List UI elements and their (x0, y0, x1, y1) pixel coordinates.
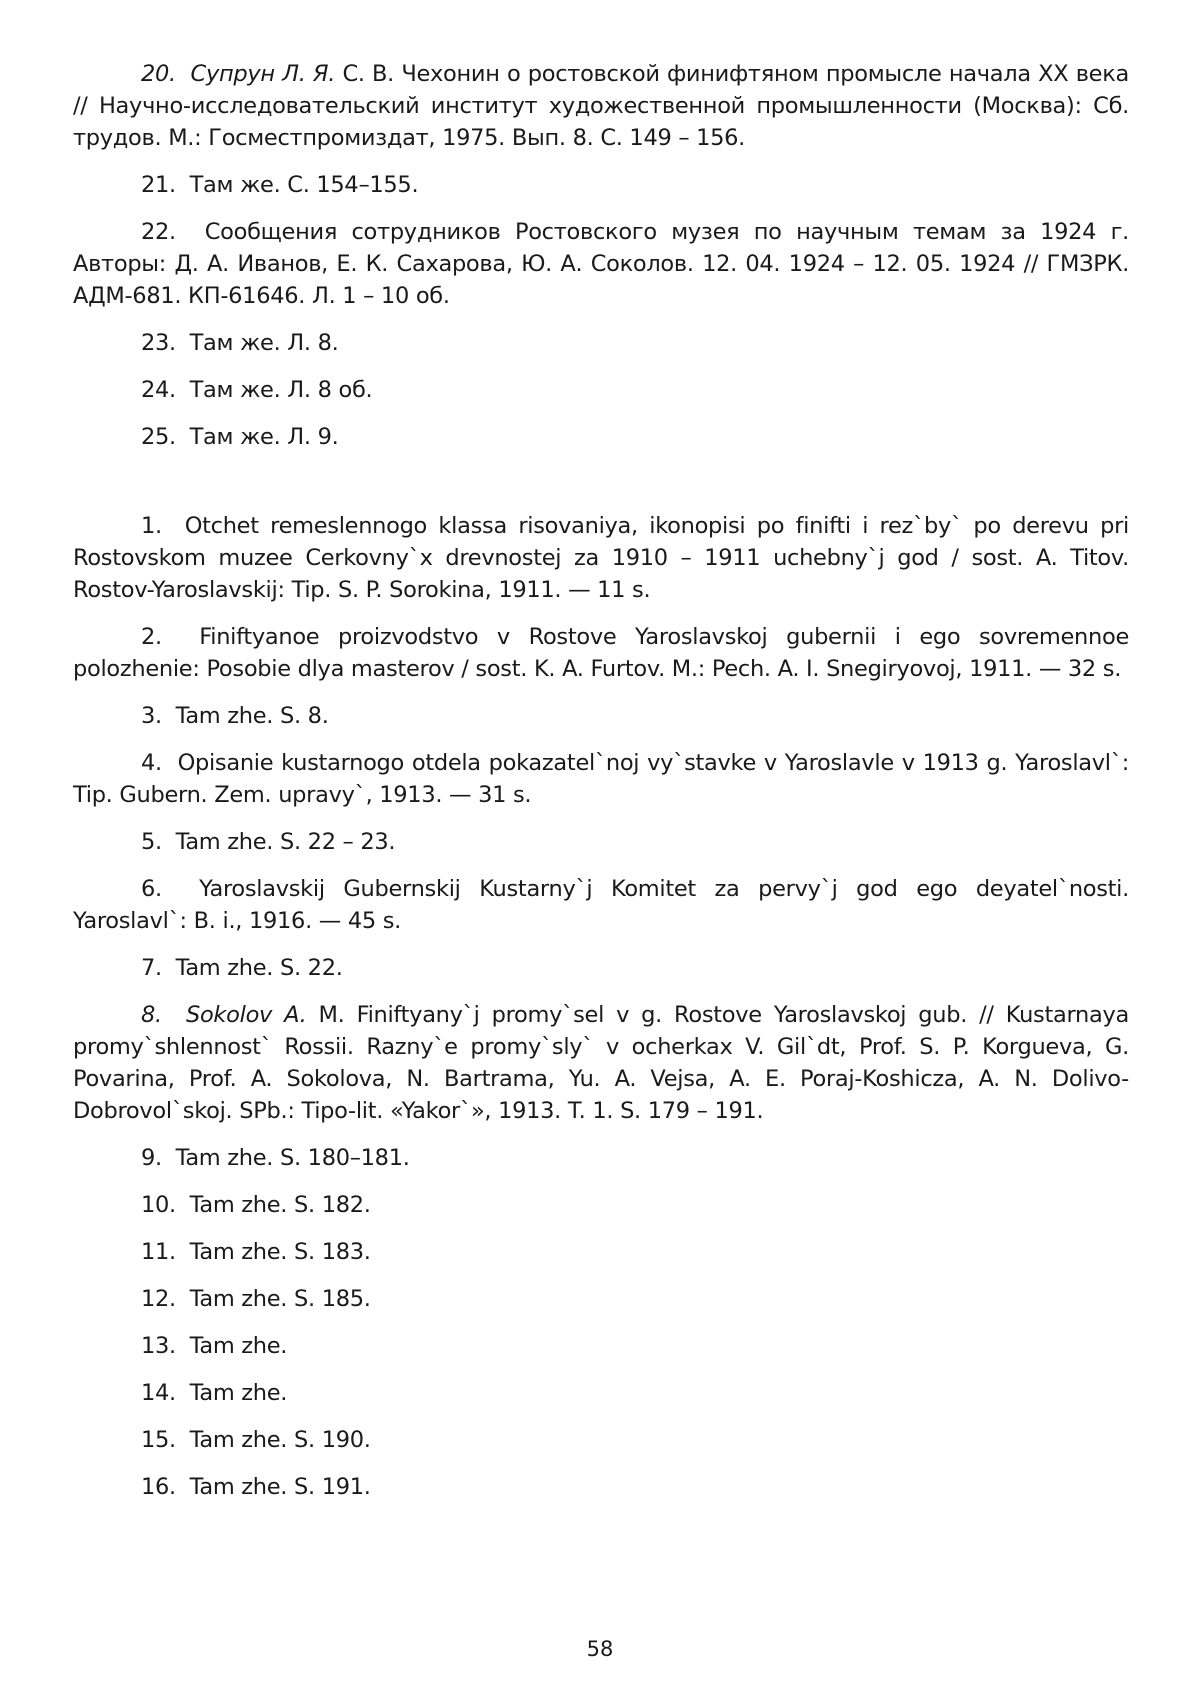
footnote-number: 13. (141, 1333, 176, 1359)
footnote-text: Сообщения сотрудников Ростовского музея по научным темам за 1924 г. Авторы: Д. А. Иванов, Е. К. Сахарова, Ю. А. Соколов. 12. 04. 1924 – 12. 05. 1924 // ГМЗРК. АДМ-681. КП-61646. Л. 1 – 10 об. (73, 219, 1129, 309)
footnote-text: M. Finiftyany`j promy`sel v g. Rostove Yaroslavskoj gub. // Kustarnaya promy`shlennost` Rossii. Razny`e promy`sly` v ocherkax V. Gil`dt, Prof. S. P. Korgueva, G. Povarina, Prof. A. Sokolova, N. Bartrama, Yu. A. Vejsa, A. E. Poraj-Koshicza, A. N. Dolivo-Dobrovol`skoj. SPb.: Tipo-lit. «Yakor`», 1913. T. 1. S. 179 – 191. (73, 1002, 1129, 1124)
footnote (73, 747, 1129, 811)
footnote-text: Tam zhe. S. 185. (189, 1286, 371, 1312)
footnote (73, 1236, 1129, 1268)
footnote-number: 23. (141, 330, 176, 356)
footnote-number: 24. (141, 377, 176, 403)
footnote-text: Finiftyanoe proizvodstvo v Rostove Yaroslavskoj gubernii i ego sovremennoe polozhenie: Posobie dlya masterov / sost. K. A. Furtov. M.: Pech. A. I. Snegiryovoj, 1911. — 32 s. (73, 624, 1129, 682)
footnote (73, 1424, 1129, 1456)
footnote-number: 9. (141, 1145, 162, 1171)
footnote-number: 10. (141, 1192, 176, 1218)
footnote-number: 3. (141, 703, 162, 729)
footnotes-page (73, 58, 1129, 1518)
footnote (73, 700, 1129, 732)
footnote-number: 16. (141, 1474, 176, 1500)
footnote (73, 374, 1129, 406)
footnote (73, 216, 1129, 312)
footnote-author: Супрун Л. Я. (190, 61, 336, 87)
footnote-number: 5. (141, 829, 162, 855)
footnote-text: Otchet remeslennogo klassa risovaniya, ikonopisi po finifti i rez`by` po derevu pri Rostovskom muzee Cerkovny`x drevnostej za 1910 – 1911 uchebny`j god / sost. A. Titov. Rostov-Yaroslavskij: Tip. S. P. Sorokina, 1911. — 11 s. (73, 513, 1129, 603)
footnote-number: 1. (141, 513, 162, 539)
footnote (73, 1189, 1129, 1221)
notes-russian (73, 58, 1129, 453)
footnote-text: Tam zhe. S. 190. (189, 1427, 371, 1453)
footnote-author: Sokolov A. (185, 1002, 307, 1028)
footnote-number: 11. (141, 1239, 176, 1265)
footnote (73, 1330, 1129, 1362)
footnote-text: Tam zhe. S. 180–181. (175, 1145, 410, 1171)
footnote (73, 1471, 1129, 1503)
section-spacer (73, 468, 1129, 510)
footnote (73, 327, 1129, 359)
page-number: 58 (586, 1637, 614, 1661)
footnote (73, 169, 1129, 201)
footnote-text: Tam zhe. S. 8. (175, 703, 329, 729)
footnote-text: Tam zhe. (189, 1333, 288, 1359)
footnote-text: Opisanie kustarnogo otdela pokazatel`noj vy`stavke v Yaroslavle v 1913 g. Yaroslavl`: Tip. Gubern. Zem. upravy`, 1913. — 31 s. (73, 750, 1129, 808)
footnote-text: Tam zhe. S. 22. (175, 955, 343, 981)
footnote-text: Tam zhe. (189, 1380, 288, 1406)
footnote (73, 510, 1129, 606)
footnote (73, 826, 1129, 858)
notes-transliterated (73, 510, 1129, 1503)
footnote (73, 952, 1129, 984)
footnote-number: 2. (141, 624, 162, 650)
footnote (73, 421, 1129, 453)
footnote-text: Tam zhe. S. 182. (189, 1192, 371, 1218)
footnote-number: 12. (141, 1286, 176, 1312)
footnote-number: 21. (141, 172, 176, 198)
footnote-number: 20. (141, 61, 176, 87)
footnote-text: Там же. Л. 9. (189, 424, 339, 450)
footnote-number: 8. (141, 1002, 162, 1028)
footnote-text: Tam zhe. S. 22 – 23. (175, 829, 396, 855)
footnote (73, 58, 1129, 154)
footnote-text: Там же. Л. 8. (189, 330, 339, 356)
footnote (73, 1142, 1129, 1174)
footnote-text: Там же. Л. 8 об. (189, 377, 373, 403)
footnote (73, 999, 1129, 1127)
footnote (73, 621, 1129, 685)
footnote-number: 7. (141, 955, 162, 981)
footnote-text: Там же. С. 154–155. (189, 172, 419, 198)
footnote-text: С. В. Чехонин о ростовской финифтяном промысле начала XX века // Научно-исследовательский институт художественной промышленности (Москва): Сб. трудов. М.: Госместпромиздат, 1975. Вып. 8. С. 149 – 156. (73, 61, 1129, 151)
footnote-number: 22. (141, 219, 176, 245)
footnote-text: Tam zhe. S. 191. (189, 1474, 371, 1500)
footnote (73, 1377, 1129, 1409)
footnote-text: Tam zhe. S. 183. (189, 1239, 371, 1265)
footnote (73, 873, 1129, 937)
footnote-number: 6. (141, 876, 162, 902)
footnote-number: 14. (141, 1380, 176, 1406)
footnote-text: Yaroslavskij Gubernskij Kustarny`j Komitet za pervy`j god ego deyatel`nosti. Yaroslavl`: B. i., 1916. — 45 s. (73, 876, 1129, 934)
footnote (73, 1283, 1129, 1315)
footnote-number: 15. (141, 1427, 176, 1453)
footnote-number: 25. (141, 424, 176, 450)
footnote-number: 4. (141, 750, 162, 776)
